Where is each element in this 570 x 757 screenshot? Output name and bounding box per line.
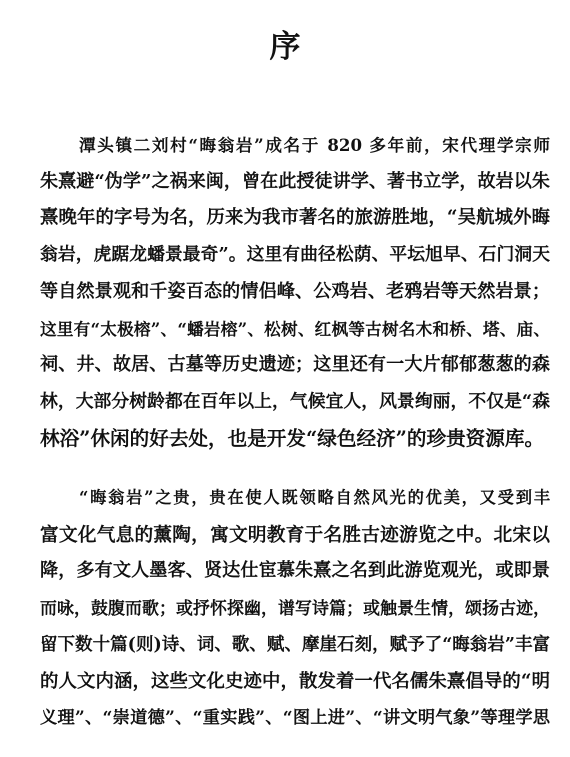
text-line: 翁岩，虎踞龙蟠景最奇”。这里有曲径松荫、平坛旭早、石门洞天 (40, 244, 550, 266)
text-line: 这里有“太极榕”、“蟠岩榕”、松树、红枫等古树名木和桥、塔、庙、 (40, 318, 550, 339)
text-line: 熹晚年的字号为名，历来为我市著名的旅游胜地，“吴航城外晦 (40, 207, 550, 229)
page-title: 序 (269, 28, 301, 65)
text-line: 祠、井、故居、古墓等历史遗迹；这里还有一大片郁郁葱葱的森 (40, 354, 550, 376)
text-line: 林浴”休闲的好去处，也是开发“绿色经济”的珍贵资源库。 (40, 426, 545, 450)
text-line: 义理”、“崇道德”、“重实践”、“图上进”、“讲文明气象”等理学思 (40, 708, 550, 729)
text-line: 留下数十篇(则)诗、词、歌、赋、摩崖石刻，赋予了“晦翁岩”丰富 (40, 634, 550, 655)
paragraph-1 (40, 127, 550, 457)
text-line: “晦翁岩”之贵，贵在使人既领略自然风光的优美，又受到丰 (79, 488, 550, 507)
text-line: 的人文内涵，这些文化史迹中，散发着一代名儒朱熹倡导的“明 (40, 670, 550, 692)
text-line: 降，多有文人墨客、贤达仕宦慕朱熹之名到此游览观光，或即景 (40, 560, 550, 582)
text-line: 富文化气息的薰陶，寓文明教育于名胜古迹游览之中。北宋以 (40, 523, 550, 546)
paragraph-2 (40, 480, 550, 737)
text-line: 等自然景观和千姿百态的情侣峰、公鸡岩、老鸦岩等天然岩景； (40, 280, 550, 302)
text-line: 林，大部分树龄都在百年以上，气候宜人，风景绚丽，不仅是“森 (40, 390, 550, 412)
text-line: 朱熹避“伪学”之祸来闽，曾在此授徒讲学、著书立学，故岩以朱 (40, 170, 550, 192)
text-line: 潭头镇二刘村“晦翁岩”成名于 820 多年前，宋代理学宗师 (79, 135, 550, 155)
text-line: 而咏，鼓腹而歌；或抒怀探幽，谱写诗篇；或触景生情，颂扬古迹， (40, 598, 550, 619)
